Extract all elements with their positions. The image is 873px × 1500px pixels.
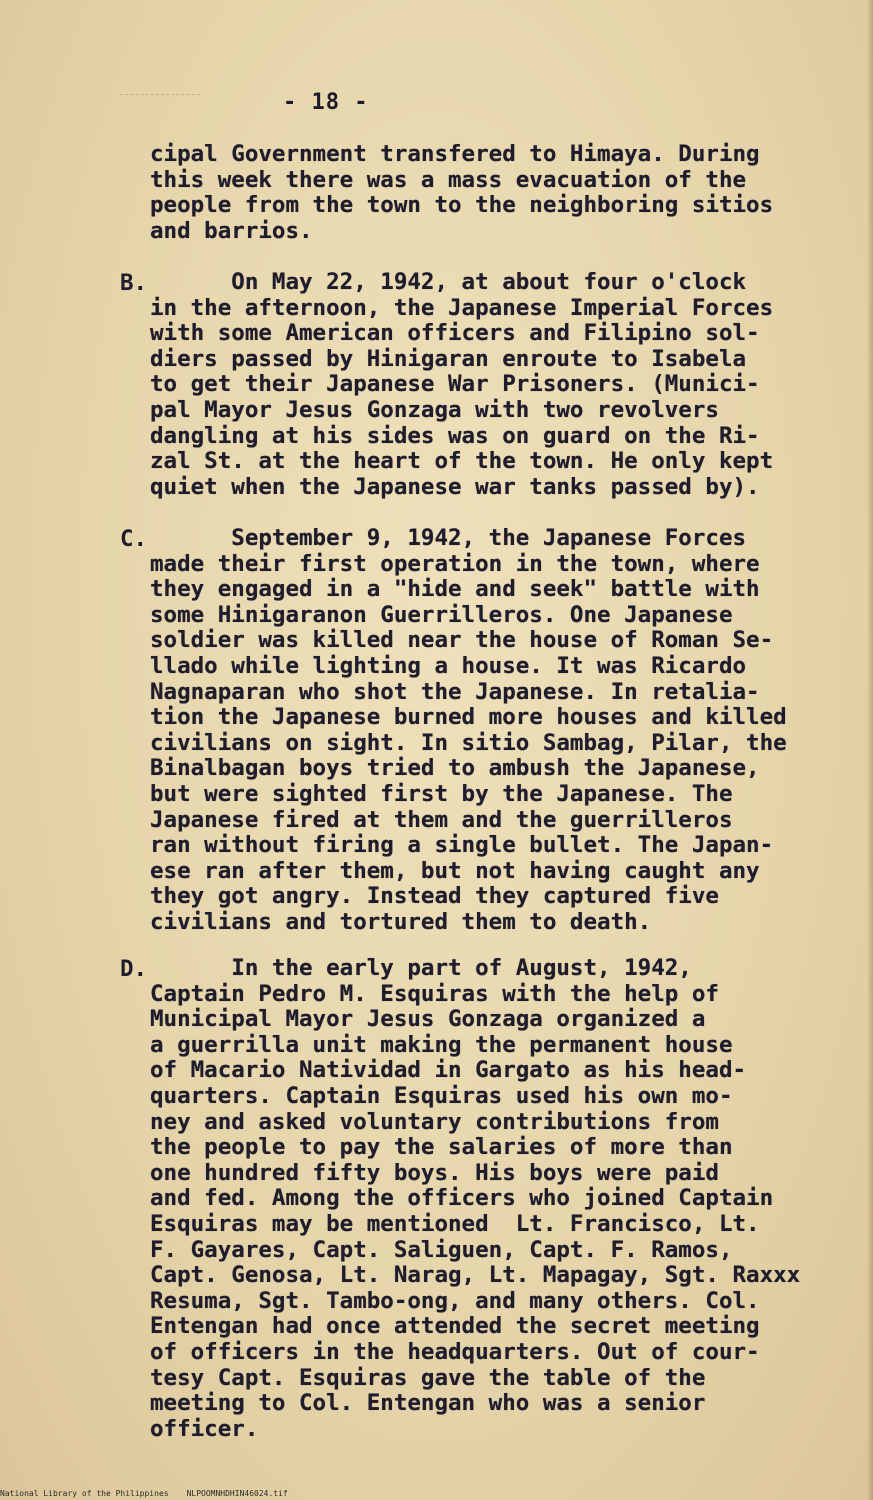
text-line: ran without firing a single bullet. The Japan-: [150, 832, 774, 859]
text-line: one hundred fifty boys. His boys were paid: [150, 1159, 719, 1186]
paragraph-label-b: B.: [120, 270, 148, 296]
text-line: civilians and tortured them to death.: [150, 908, 652, 935]
scan-footer: [0, 1489, 306, 1498]
text-line: of officers in the headquarters. Out of cour-: [150, 1338, 760, 1365]
text-line: F. Gayares, Capt. Saliguen, Capt. F. Ramos,: [150, 1236, 733, 1263]
paragraph-label-d: D.: [120, 956, 148, 982]
text-line: officer.: [150, 1415, 259, 1442]
text-line: with some American officers and Filipino sol-: [150, 320, 760, 347]
text-line: In the early part of August, 1942,: [150, 955, 692, 981]
paragraph-label-c: C.: [120, 526, 148, 552]
text-line: Municipal Mayor Jesus Gonzaga organized a: [150, 1006, 706, 1033]
text-line: diers passed by Hinigaran enroute to Isabela: [150, 345, 747, 372]
footer-file: NLPOOMNHDHIN46024.tif: [186, 1489, 288, 1498]
text-line: dangling at his sides was on guard on the Ri-: [150, 422, 760, 449]
text-line: people from the town to the neighboring sitios: [150, 192, 774, 219]
text-line: the people to pay the salaries of more than: [150, 1134, 733, 1161]
text-line: soldier was killed near the house of Roman Se-: [150, 627, 774, 654]
text-line: and barrios.: [150, 217, 313, 244]
text-line: Captain Pedro M. Esquiras with the help of: [150, 980, 719, 1007]
text-line: cipal Government transfered to Himaya. During: [150, 141, 760, 167]
text-line: but were sighted first by the Japanese. The: [150, 780, 733, 807]
text-line: Nagnaparan who shot the Japanese. In retalia-: [150, 678, 760, 705]
text-line: they engaged in a "hide and seek" battle with: [150, 576, 760, 603]
text-line: tesy Capt. Esquiras gave the table of the: [150, 1364, 706, 1391]
intro-paragraph: [150, 142, 773, 244]
text-line: quarters. Captain Esquiras used his own mo-: [150, 1082, 733, 1109]
page-edge-shadow: [867, 0, 873, 1500]
paragraph-d: [150, 956, 800, 1442]
text-line: to get their Japanese War Prisoners. (Munici-: [150, 371, 760, 398]
text-line: of Macario Natividad in Gargato as his head-: [150, 1057, 747, 1084]
text-line: quiet when the Japanese war tanks passed by).: [150, 473, 760, 500]
text-line: Japanese fired at them and the guerrilleros: [150, 806, 733, 833]
paragraph-c: [150, 526, 787, 936]
faint-pencil-mark: [120, 94, 200, 96]
text-line: tion the Japanese burned more houses and killed: [150, 704, 787, 731]
text-line: Binalbagan boys tried to ambush the Japanese,: [150, 755, 760, 782]
text-line: Capt. Genosa, Lt. Narag, Lt. Mapagay, Sgt. Raxxx: [150, 1262, 801, 1289]
text-line: made their first operation in the town, where: [150, 550, 760, 577]
text-line: in the afternoon, the Japanese Imperial Forces: [150, 294, 774, 321]
text-line: they got angry. Instead they captured five: [150, 883, 719, 910]
text-line: pal Mayor Jesus Gonzaga with two revolvers: [150, 396, 719, 423]
text-line: some Hinigaranon Guerrilleros. One Japanese: [150, 601, 733, 628]
text-line: ney and asked voluntary contributions from: [150, 1108, 719, 1135]
text-line: this week there was a mass evacuation of the: [150, 166, 747, 193]
text-line: Entengan had once attended the secret meeting: [150, 1313, 760, 1340]
text-line: llado while lighting a house. It was Ricardo: [150, 652, 747, 679]
text-line: Resuma, Sgt. Tambo-ong, and many others. Col.: [150, 1287, 760, 1314]
text-line: meeting to Col. Entengan who was a senior: [150, 1390, 706, 1417]
text-line: On May 22, 1942, at about four o'clock: [150, 269, 747, 295]
paragraph-b: [150, 270, 773, 500]
text-line: a guerrilla unit making the permanent house: [150, 1031, 733, 1058]
text-line: civilians on sight. In sitio Sambag, Pilar, the: [150, 729, 787, 756]
text-line: Esquiras may be mentioned Lt. Francisco, Lt.: [150, 1210, 760, 1237]
text-line: September 9, 1942, the Japanese Forces: [150, 525, 747, 551]
text-line: zal St. at the heart of the town. He only kept: [150, 448, 774, 475]
text-line: and fed. Among the officers who joined Captain: [150, 1185, 774, 1212]
footer-source: National Library of the Philippines: [0, 1489, 169, 1498]
text-line: ese ran after them, but not having caught any: [150, 857, 760, 884]
page-number: - 18 -: [283, 90, 369, 115]
